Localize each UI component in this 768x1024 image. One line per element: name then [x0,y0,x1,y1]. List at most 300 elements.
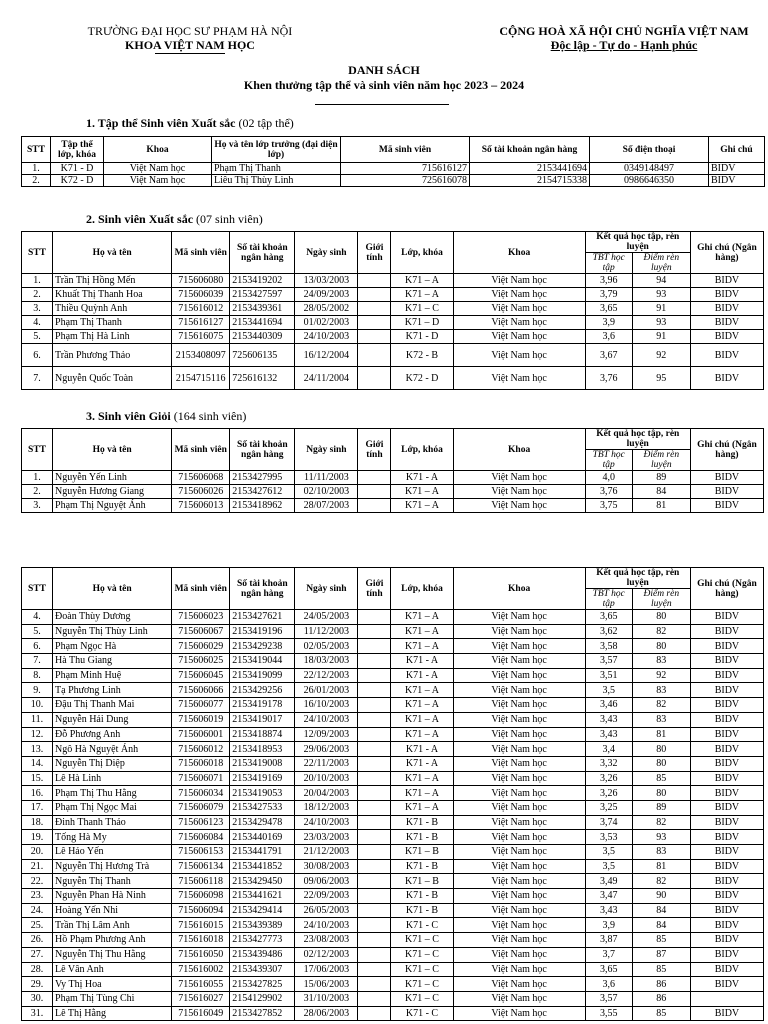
table-cell: 3,76 [585,367,632,390]
table-cell: 81 [632,727,690,742]
table-row [22,933,764,948]
table-cell: 715606034 [172,786,230,801]
table-cell: 22/09/2003 [295,889,358,904]
table-cell: 3,49 [585,874,632,889]
table-cell [358,288,391,302]
table-cell: 715616027 [172,991,230,1006]
table-cell: 3,57 [585,654,632,669]
table-cell: BIDV [690,800,763,815]
table-cell: 2153408097 [172,344,230,367]
table-cell: 2153419202 [230,274,295,288]
table-cell [358,610,391,625]
table-cell: BIDV [690,977,763,992]
table-cell: BIDV [690,288,763,302]
table-cell: BIDV [690,918,763,933]
table-cell: 2. [22,175,51,187]
table-cell: 91 [632,302,690,316]
table-cell: Ngô Hà Nguyệt Ánh [53,742,172,757]
table-cell [358,830,391,845]
table-cell: Lê Hà Linh [53,771,172,786]
table-cell: 13. [22,742,53,757]
table-cell: K71 - B [391,830,453,845]
table-cell: 2. [22,288,53,302]
table-cell: 22. [22,874,53,889]
table-cell: Việt Nam học [453,918,585,933]
table-cell: 82 [632,815,690,830]
table-cell [358,991,391,1006]
table-row [22,918,764,933]
table-cell: Thiều Quỳnh Anh [53,302,172,316]
table-cell: 2153439307 [230,962,295,977]
table-row [22,947,764,962]
table-cell: Liêu Thị Thùy Linh [212,175,341,187]
table-cell: Phạm Thị Ngọc Mai [53,800,172,815]
table-cell: 715606153 [172,845,230,860]
table-cell: 24/09/2003 [295,288,358,302]
table-cell: Nguyễn Thị Thanh [53,874,172,889]
table-cell: Việt Nam học [453,367,585,390]
section-3-title: 3. Sinh viên Giỏi [86,409,171,423]
table-cell: BIDV [690,316,763,330]
table-cell: 2153429238 [230,639,295,654]
table-cell: BIDV [690,727,763,742]
table-cell: 3,5 [585,859,632,874]
table-cell: 2154715116 [172,367,230,390]
table-cell: 715606067 [172,624,230,639]
table-cell: 12. [22,727,53,742]
table-cell: Việt Nam học [453,756,585,771]
table-cell: K71 - C [391,918,453,933]
table-cell: 81 [632,859,690,874]
table-cell: 22/11/2003 [295,756,358,771]
table-cell: BIDV [690,654,763,669]
table-cell: 715606013 [172,499,230,513]
table-cell: 2153441852 [230,859,295,874]
national-motto [490,24,758,52]
table-row [22,610,764,625]
table-cell: Nguyễn Thị Thu Hằng [53,947,172,962]
table-cell: 4. [22,316,53,330]
table-cell: 3,4 [585,742,632,757]
table-cell: 715616055 [172,977,230,992]
table-cell: BIDV [690,698,763,713]
col-header: Ghi chú (Ngân hàng) [690,429,763,471]
table-cell: 86 [632,991,690,1006]
table-cell: 26/05/2003 [295,903,358,918]
table-cell: BIDV [709,163,765,175]
table-cell: 715606026 [172,485,230,499]
table-header-row [22,429,764,450]
table-cell: Việt Nam học [453,727,585,742]
table-cell [358,918,391,933]
table-cell: 10. [22,698,53,713]
table-cell: 8. [22,668,53,683]
table-row [22,800,764,815]
table-cell: 3,5 [585,683,632,698]
table-cell: Việt Nam học [453,316,585,330]
table-cell [358,977,391,992]
table-cell: 2153427621 [230,610,295,625]
table-cell: K71 - A [391,471,453,485]
republic-name: CỘNG HOÀ XÃ HỘI CHỦ NGHĨA VIỆT NAM [499,24,749,38]
table-cell: 2153418962 [230,499,295,513]
table-cell: Việt Nam học [453,274,585,288]
col-header: Điểm rèn luyện [632,253,690,274]
table-cell: 80 [632,756,690,771]
table-cell: 715606066 [172,683,230,698]
section-3-count: (164 sinh viên) [170,409,247,423]
table-cell: 28/05/2002 [295,302,358,316]
table-cell: 9. [22,683,53,698]
section-3-heading [86,409,246,423]
divider [155,53,225,54]
table-cell: 87 [632,947,690,962]
table-cell: Phạm Thị Tùng Chi [53,991,172,1006]
section-1-title: 1. Tập thể Sinh viên Xuất sắc [86,116,236,130]
table-cell: 2153441791 [230,845,295,860]
table-cell: K71 – C [391,933,453,948]
table-cell: 21/12/2003 [295,845,358,860]
table-cell: K71 – D [391,316,453,330]
col-header: Kết quả học tập, rèn luyện [585,568,690,589]
table-cell: K71 – C [391,991,453,1006]
col-header: Tập thể lớp, khóa [51,137,104,163]
table-cell: BIDV [690,367,763,390]
table-cell: 93 [632,316,690,330]
table-cell: 715606012 [172,742,230,757]
table-cell: 2153427825 [230,977,295,992]
table-cell [358,786,391,801]
table-cell: 715606068 [172,471,230,485]
table-cell [358,624,391,639]
table-cell [358,800,391,815]
table-cell [358,815,391,830]
table-cell [358,639,391,654]
table-cell: K71 – A [391,499,453,513]
table-cell: 715606134 [172,859,230,874]
table-cell: Việt Nam học [453,903,585,918]
table-cell: Việt Nam học [453,947,585,962]
table-cell: 2154129902 [230,991,295,1006]
table-row [22,859,764,874]
table-cell: K71 – B [391,874,453,889]
table-cell: 3,51 [585,668,632,683]
table-cell: BIDV [690,874,763,889]
table-cell [358,344,391,367]
table-cell: Việt Nam học [453,874,585,889]
col-header: Điểm rèn luyện [632,589,690,610]
table-cell: BIDV [690,624,763,639]
table-cell: 24. [22,903,53,918]
table-row [22,1006,764,1021]
table-cell: 24/10/2003 [295,815,358,830]
table-row [22,962,764,977]
table-cell: 3,74 [585,815,632,830]
table-cell: 2153427852 [230,1006,295,1021]
table-header-row [22,232,764,253]
table-cell: 31/10/2003 [295,991,358,1006]
table-cell: Nguyễn Hải Dung [53,712,172,727]
table-row [22,485,764,499]
table-row [22,712,764,727]
table-cell: K71 – C [391,947,453,962]
table-cell: Phạm Thị Nguyệt Ánh [53,499,172,513]
table-cell: 83 [632,654,690,669]
table-cell: 3,65 [585,610,632,625]
table-row [22,163,765,175]
table-cell: Việt Nam học [453,668,585,683]
table-cell: 80 [632,742,690,757]
section-2-count: (07 sinh viên) [193,212,263,226]
table-cell: 3,96 [585,274,632,288]
table-cell: 30/08/2003 [295,859,358,874]
table-cell: 25. [22,918,53,933]
col-header: Số tài khoản ngân hàng [230,568,295,610]
table-cell [358,485,391,499]
faculty-name: KHOA VIỆT NAM HỌC [125,38,255,52]
col-header: Mã sinh viên [172,568,230,610]
table-cell: 2153418953 [230,742,295,757]
table-cell: 15. [22,771,53,786]
table-cell: Việt Nam học [453,288,585,302]
table-cell: Phạm Thị Thanh [53,316,172,330]
col-header: Khoa [453,232,585,274]
table-cell: 715606071 [172,771,230,786]
table-cell: 19. [22,830,53,845]
table-cell: 3. [22,499,53,513]
table-cell: Việt Nam học [453,889,585,904]
table-cell: 31. [22,1006,53,1021]
table-cell: 16/12/2004 [295,344,358,367]
table-cell: K71 – A [391,288,453,302]
table-cell: BIDV [690,845,763,860]
table-cell: 715606077 [172,698,230,713]
table-cell: BIDV [690,610,763,625]
table-cell: 715616015 [172,918,230,933]
table-cell: 2153419099 [230,668,295,683]
col-header: Số tài khoản ngân hàng [470,137,590,163]
table-header-row [22,568,764,589]
col-header: TBT học tập [585,589,632,610]
table-cell: 715616018 [172,933,230,948]
table-cell: 3,43 [585,712,632,727]
table-cell: Việt Nam học [453,859,585,874]
col-header: Mã sinh viên [172,232,230,274]
table-cell: 23. [22,889,53,904]
table-cell: Hoàng Yến Nhi [53,903,172,918]
table-cell: 0349148497 [590,163,709,175]
table-cell: Đinh Thanh Thảo [53,815,172,830]
table-cell: K72 - D [391,367,453,390]
table-cell: BIDV [690,947,763,962]
table-cell: 80 [632,786,690,801]
table-row [22,756,764,771]
table-cell: 23/08/2003 [295,933,358,948]
table-cell: 01/02/2003 [295,316,358,330]
table-cell: 12/09/2003 [295,727,358,742]
table-cell: 715606045 [172,668,230,683]
table-cell [358,302,391,316]
table-header-row [22,137,765,163]
table-cell: 2153441621 [230,889,295,904]
table-cell: 3,47 [585,889,632,904]
table-cell: 3,43 [585,727,632,742]
col-header: Ngày sinh [295,568,358,610]
table-cell: K71 - D [51,163,104,175]
table-cell: 2154715338 [470,175,590,187]
table-cell: 715606019 [172,712,230,727]
table-cell [358,471,391,485]
table-row [22,977,764,992]
table-cell: BIDV [690,499,763,513]
table-cell [358,874,391,889]
table-cell: 3,9 [585,918,632,933]
col-header: Lớp, khóa [391,568,453,610]
table-cell: 20. [22,845,53,860]
table-cell: Việt Nam học [104,163,212,175]
table-cell: 3,26 [585,771,632,786]
table-cell: 5. [22,624,53,639]
table-cell: 80 [632,639,690,654]
table-cell: 715606123 [172,815,230,830]
good-students-table [21,428,764,513]
table-cell: 83 [632,845,690,860]
table-row [22,471,764,485]
table-cell: Đoàn Thùy Dương [53,610,172,625]
table-cell: 17/06/2003 [295,962,358,977]
table-cell: Lê Vân Anh [53,962,172,977]
table-cell: Nguyễn Thị Thùy Linh [53,624,172,639]
table-row [22,175,765,187]
table-cell: 715616075 [172,330,230,344]
table-cell: 22/12/2003 [295,668,358,683]
section-1-count: (02 tập thể) [235,116,294,130]
page-subtitle: Khen thưởng tập thể và sinh viên năm học 2023 – 2024 [243,78,525,92]
col-header: Điểm rèn luyện [632,450,690,471]
table-cell: 28/07/2003 [295,499,358,513]
table-cell: Khuất Thị Thanh Hoa [53,288,172,302]
col-header: Số điện thoại [590,137,709,163]
table-cell: 2153427533 [230,800,295,815]
table-cell: Nguyễn Quốc Toàn [53,367,172,390]
table-cell: 80 [632,610,690,625]
table-cell: K71 - B [391,903,453,918]
table-cell [358,771,391,786]
col-header: Kết quả học tập, rèn luyện [585,232,690,253]
table-cell: 3,55 [585,1006,632,1021]
table-cell: BIDV [690,859,763,874]
table-cell: Việt Nam học [453,991,585,1006]
table-cell: BIDV [690,903,763,918]
table-cell: Đỗ Phương Anh [53,727,172,742]
table-cell: 83 [632,683,690,698]
table-cell: 18. [22,815,53,830]
table-cell: 1. [22,163,51,175]
table-cell: BIDV [690,485,763,499]
table-cell: K71 – A [391,485,453,499]
table-cell: BIDV [690,668,763,683]
table-cell: Việt Nam học [453,610,585,625]
table-cell: 1. [22,274,53,288]
table-cell: 3,6 [585,330,632,344]
table-cell: 92 [632,344,690,367]
table-cell: 725616078 [341,175,470,187]
table-cell: 94 [632,274,690,288]
table-cell: 4. [22,610,53,625]
col-header: Họ và tên lớp trưởng (đại diện lớp) [212,137,341,163]
table-row [22,639,764,654]
table-cell: Tạ Phương Linh [53,683,172,698]
table-cell: 715606023 [172,610,230,625]
table-cell: 91 [632,330,690,344]
table-cell: Nguyễn Yến Linh [53,471,172,485]
table-cell: 81 [632,499,690,513]
table-cell: 85 [632,933,690,948]
table-cell: 21. [22,859,53,874]
table-row [22,903,764,918]
table-cell: 85 [632,962,690,977]
table-cell: Hà Thu Giang [53,654,172,669]
table-row [22,344,764,367]
table-cell: K71 – A [391,712,453,727]
table-cell: 7. [22,367,53,390]
table-cell: 11. [22,712,53,727]
table-cell: Trần Thị Lâm Anh [53,918,172,933]
table-cell [358,668,391,683]
col-header: STT [22,137,51,163]
table-cell: K71 - A [391,742,453,757]
table-cell: Việt Nam học [453,933,585,948]
table-cell: 83 [632,712,690,727]
table-cell: 27. [22,947,53,962]
table-cell: 24/05/2003 [295,610,358,625]
table-cell: 715616127 [172,316,230,330]
table-cell: 3,5 [585,845,632,860]
good-students-table-continued [21,567,764,1021]
table-cell: Tống Hà My [53,830,172,845]
table-cell: 2153427597 [230,288,295,302]
table-cell: 2153441694 [470,163,590,175]
section-2-heading [86,212,263,226]
table-cell [358,962,391,977]
table-cell: Lê Hảo Yến [53,845,172,860]
col-header: Ghi chú (Ngân hàng) [690,232,763,274]
table-cell: 2153419008 [230,756,295,771]
table-cell: 11/11/2003 [295,471,358,485]
table-cell: 715606029 [172,639,230,654]
school-name [70,24,310,52]
col-header: Số tài khoản ngân hàng [230,232,295,274]
table-cell: BIDV [690,712,763,727]
table-cell [358,756,391,771]
col-header: Mã sinh viên [341,137,470,163]
table-cell: 2153439389 [230,918,295,933]
table-cell: K71 – A [391,800,453,815]
col-header: STT [22,429,53,471]
table-cell: Lê Thị Hằng [53,1006,172,1021]
table-cell: 2153419169 [230,771,295,786]
table-row [22,771,764,786]
col-header: Ghi chú [709,137,765,163]
table-cell: 02/10/2003 [295,485,358,499]
table-cell: 92 [632,668,690,683]
col-header: Số tài khoản ngân hàng [230,429,295,471]
table-cell: 3,62 [585,624,632,639]
page-title: DANH SÁCH [348,63,420,77]
table-cell [358,654,391,669]
table-cell: 2153418874 [230,727,295,742]
table-cell: K71 - B [391,815,453,830]
